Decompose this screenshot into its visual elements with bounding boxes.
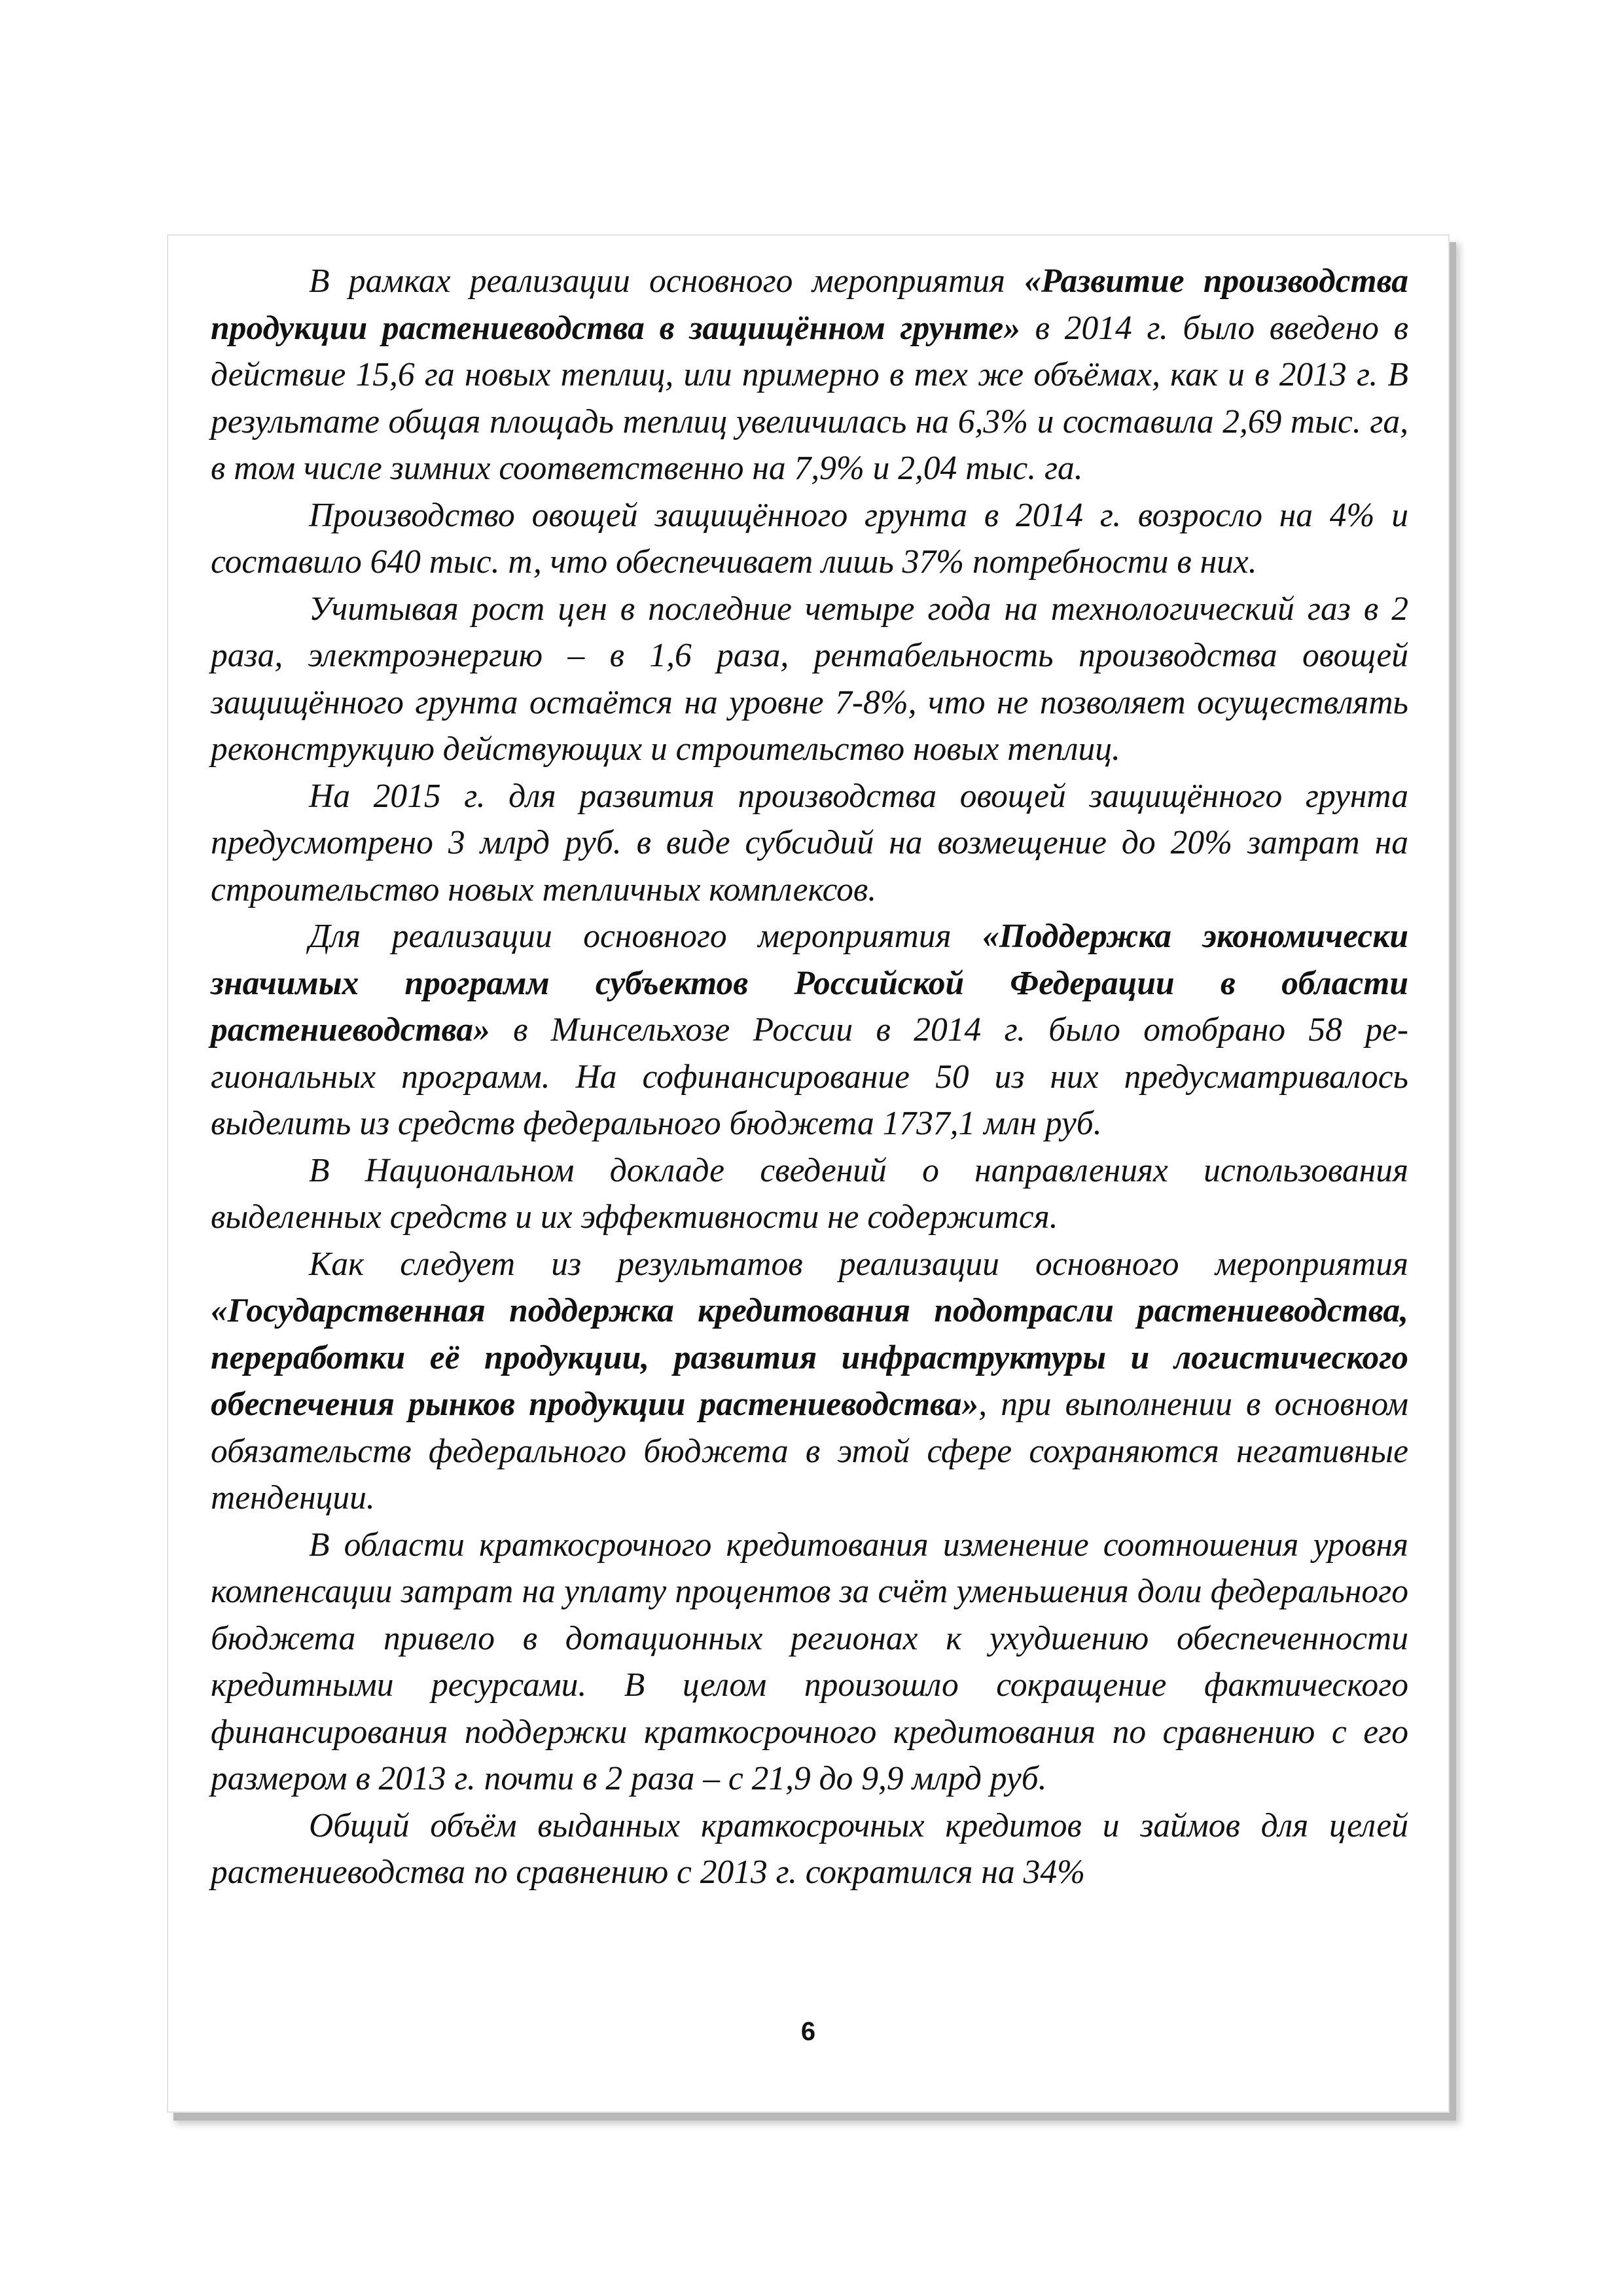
paragraph-text: , при выполнении в основном обязательств федерального бюджета в этой сфере сохраняются негативные тенденции. (211, 1386, 1408, 1516)
paragraph-regional-programs (211, 913, 1408, 1147)
paragraph-text: На 2015 г. для развития производства овощей защищённого грунта предусмотрено 3 млрд руб. в виде субсидий на возмещение до 20% затрат на строительство новых тепличных комплексов. (211, 777, 1408, 908)
body-text (211, 258, 1408, 1896)
paragraph-text: в Минсельхозе России в 2014 г. было отобрано 58 региональных программ. На софинансирование 50 из них предусматривалось выделить из средств федерального бюджета 1737,1 млн руб. (211, 1011, 1408, 1142)
page-number: 6 (800, 2017, 816, 2046)
document-page (167, 234, 1450, 2113)
program-title: «Поддержка экономически значимых программ субъектов Российской Федерации в области растениеводства» (211, 918, 1408, 1049)
paragraph-text: Для реализации основного мероприятия (309, 918, 983, 955)
program-title: «Государственная поддержка кредитования подотрасли растениеводства, переработки её продукции, развития инфраструктуры и логистического обеспечения рынков продукции растениеводства» (211, 1292, 1408, 1423)
paragraph-text: Производство овощей защищённого грунта в 2014 г. возросло на 4% и составило 640 тыс. т, что обеспечивает лишь 37% потребности в них. (211, 496, 1408, 581)
paragraph-text: В Национальном докладе сведений о направлениях использования выделенных средств и их эффективности не содержится. (211, 1151, 1408, 1236)
paragraph-national-report (211, 1147, 1408, 1241)
paragraph-greenhouse-development (211, 258, 1408, 492)
paragraph-text: в 2014 г. было введено в действие 15,6 га новых теплиц, или примерно в тех же объёмах, как и в 2013 г. В результате общая площадь теплиц увеличилась на 6,3% и составила 2,69 тыс. га, в том числе зимних соответственно на 7,9% и 2,04 тыс. га. (211, 309, 1408, 487)
paragraph-profitability (211, 586, 1408, 773)
paragraph-credit-support (211, 1241, 1408, 1522)
paragraph-text: В области краткосрочного кредитования изменение соотношения уровня компенсации затрат на уплату процентов за счёт уменьшения доли федерального бюджета привело в дотационных регионах к ухудшению обеспеченности кредитными ресурсами. В целом произошло сокращение фактического финансирования поддержки краткосрочного кредитования по сравнению с его размером в 2013 г. почти в 2 раза – с 21,9 до 9,9 млрд руб. (211, 1526, 1408, 1797)
paragraph-text: Учитывая рост цен в последние четыре года на технологический газ в 2 раза, электроэнергию – в 1,6 раза, рентабельность производства овощей защищённого грунта остаётся на уровне 7-8%, что не позволяет осуществлять реконструкцию действующих и строительство новых теплиц. (211, 590, 1408, 768)
paragraph-vegetable-production (211, 492, 1408, 586)
paragraph-short-term-credit (211, 1522, 1408, 1803)
paragraph-loan-volume (211, 1803, 1408, 1896)
paragraph-text: В рамках реализации основного мероприятия (309, 262, 1025, 300)
program-title: «Развитие производства продукции растениеводства в защищённом грунте» (211, 262, 1408, 347)
paragraph-text: Общий объём выданных краткосрочных кредитов и займов для целей растениеводства по сравнению с 2013 г. сократился на 34% (211, 1806, 1408, 1891)
paragraph-text: Как следует из результатов реализации основного мероприятия (309, 1245, 1408, 1283)
paragraph-subsidies-2015 (211, 773, 1408, 914)
